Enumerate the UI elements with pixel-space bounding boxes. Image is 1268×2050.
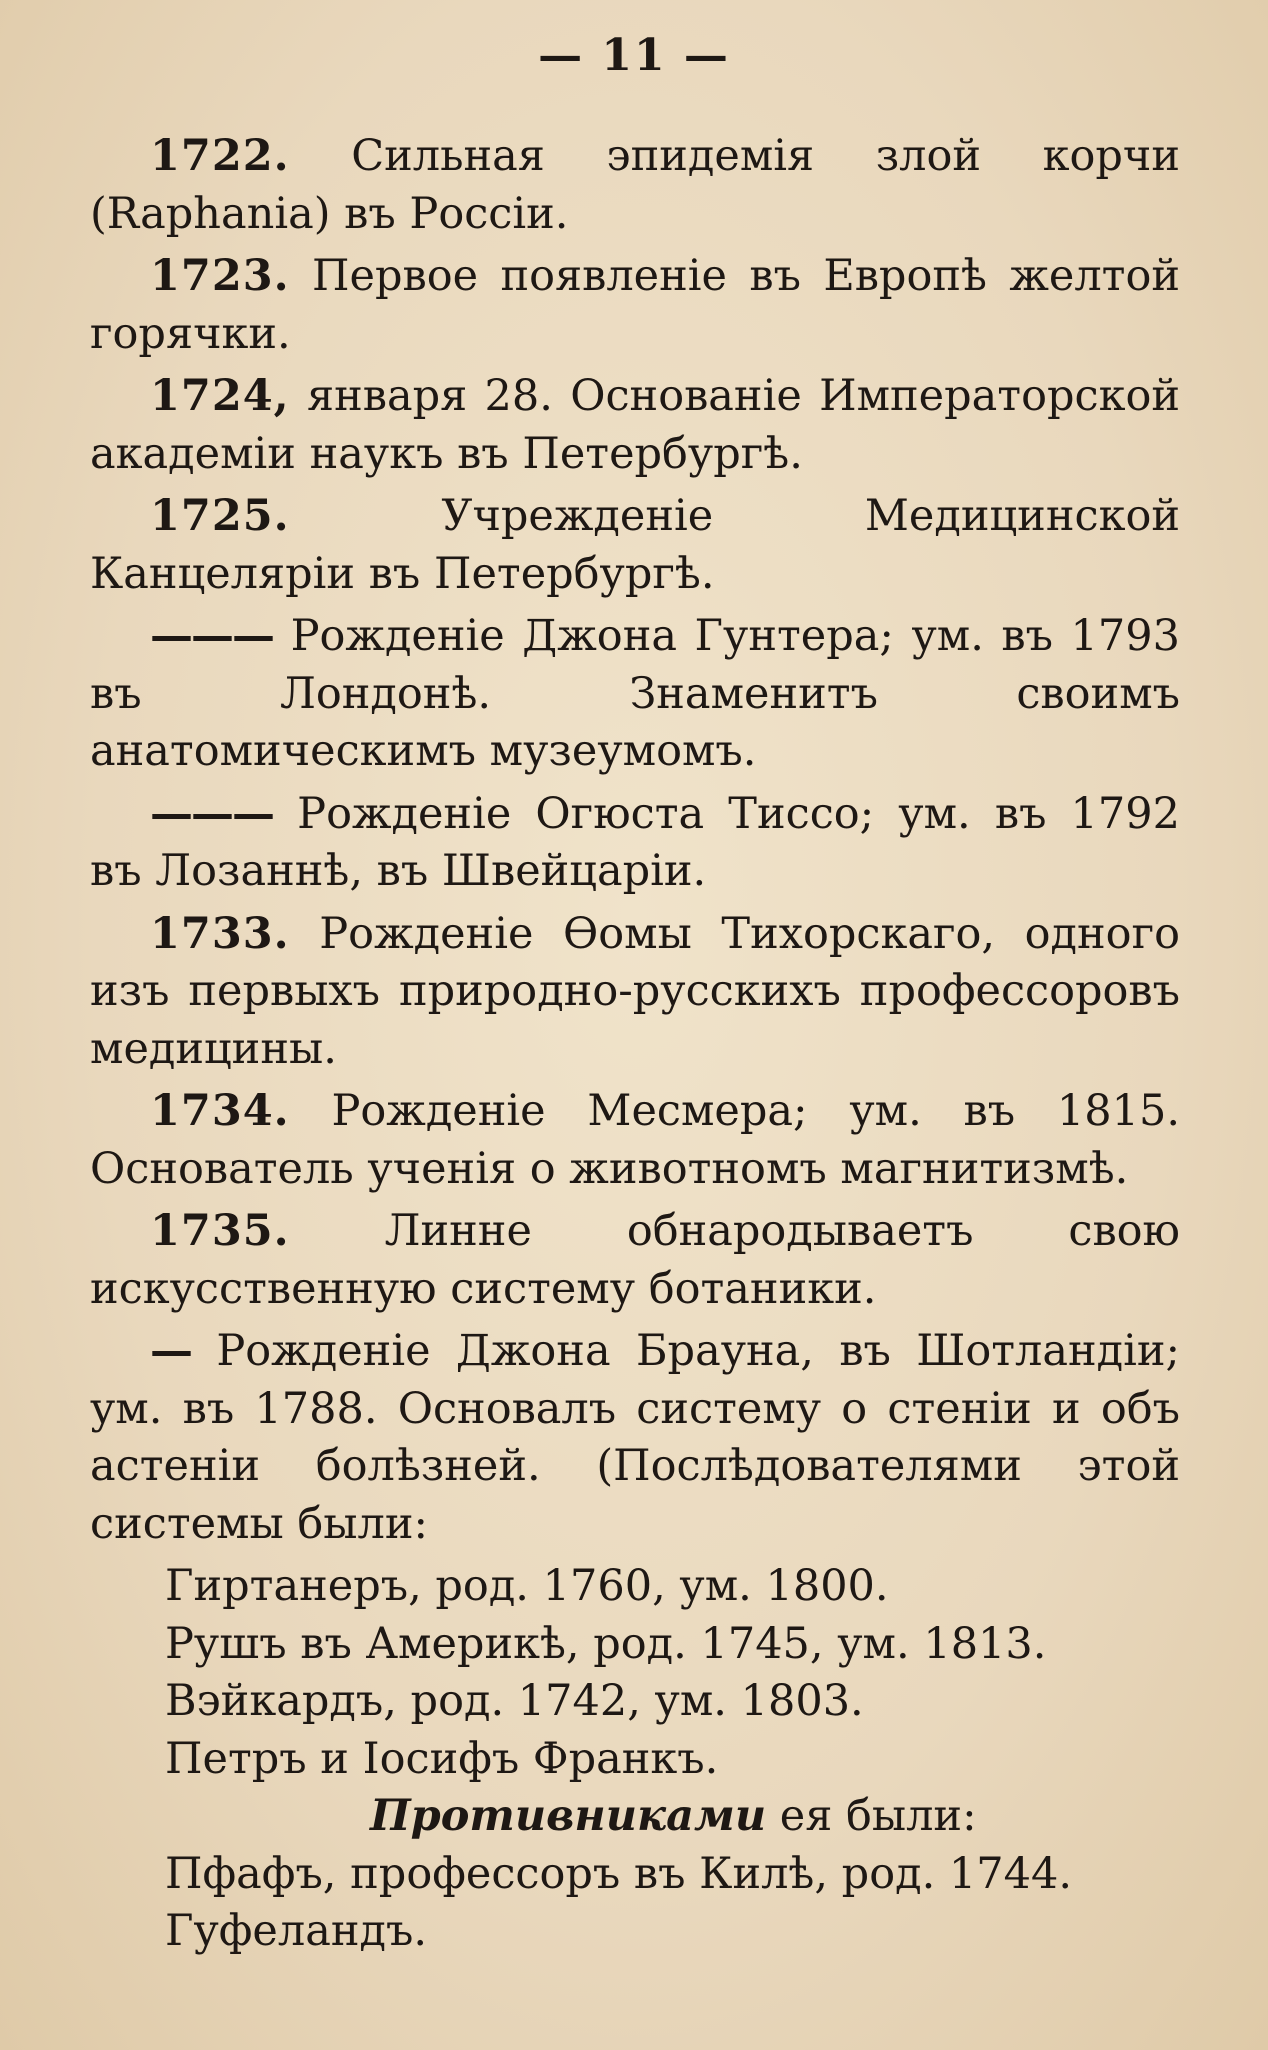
opponents-heading-rest: ея были: bbox=[766, 1791, 977, 1841]
opponent-line: Гуфеландъ. bbox=[165, 1906, 427, 1956]
entry-text: Рожденіе Джона Гунтера; ум. въ 1793 въ Лондонѣ. Знаменитъ своимъ анатомическимъ музеумомъ. bbox=[90, 611, 1180, 776]
page-number: — 11 — bbox=[538, 30, 730, 81]
entry-1733 bbox=[90, 906, 1180, 1079]
follower-line: Вэйкардъ, род. 1742, ум. 1803. bbox=[165, 1676, 864, 1726]
entry-1723 bbox=[90, 248, 1180, 363]
opponents-heading-italic: Противниками bbox=[370, 1791, 767, 1841]
entry-text: Учрежденіе Медицинской Канцеляріи въ Петербургѣ. bbox=[90, 491, 1180, 599]
opponents-heading bbox=[370, 1788, 1180, 1846]
entry-text: Рожденіе Месмера; ум. въ 1815. Основатель ученія о животномъ магнитизмѣ. bbox=[90, 1086, 1180, 1194]
entry-tissot bbox=[90, 786, 1180, 901]
entry-brown bbox=[90, 1323, 1180, 1553]
entry-dash: ——— bbox=[150, 788, 273, 839]
entry-text: Первое появленіе въ Европѣ желтой горячки. bbox=[90, 251, 1180, 359]
entry-year: 1725. bbox=[150, 491, 290, 541]
entry-text: января 28. Основаніе Императорской академіи наукъ въ Петербургѣ. bbox=[90, 371, 1180, 479]
entry-1722 bbox=[90, 128, 1180, 243]
entry-year: 1722. bbox=[150, 131, 290, 181]
follower-line: Гиртанеръ, род. 1760, ум. 1800. bbox=[165, 1561, 889, 1611]
entry-year: 1723. bbox=[150, 251, 290, 301]
entry-text: Сильная эпидемія злой корчи (Raphania) въ Россіи. bbox=[90, 131, 1180, 239]
entry-year: 1734. bbox=[150, 1086, 290, 1136]
entry-dash: ——— bbox=[150, 611, 273, 661]
entry-1724 bbox=[90, 368, 1180, 483]
entry-1725 bbox=[90, 488, 1180, 603]
follower-line: Рушъ въ Америкѣ, род. 1745, ум. 1813. bbox=[165, 1618, 1047, 1669]
entry-1734 bbox=[90, 1083, 1180, 1198]
entry-text: Рожденіе Ѳомы Тихорскаго, одного изъ первыхъ природно-русскихъ профессоровъ медицины. bbox=[90, 908, 1180, 1074]
entry-year: 1735. bbox=[150, 1206, 290, 1256]
entry-text: Линне обнародываетъ свою искусственную систему ботаники. bbox=[90, 1206, 1180, 1314]
entry-text: Рожденіе Огюста Тиссо; ум. въ 1792 въ Лозаннѣ, въ Швейцаріи. bbox=[90, 788, 1180, 896]
page-content bbox=[90, 128, 1180, 1961]
entry-year: 1733. bbox=[150, 908, 290, 959]
entry-1735 bbox=[90, 1203, 1180, 1318]
entry-year: 1724, bbox=[150, 371, 290, 421]
entry-text: Рожденіе Джона Брауна, въ Шотландіи; ум. въ 1788. Основалъ систему о стеніи и объ астеніи болѣзней. (Послѣдователями этой системы были: bbox=[90, 1326, 1180, 1549]
opponent-line: Пфафъ, профессоръ въ Килѣ, род. 1744. bbox=[165, 1848, 1073, 1899]
entry-dash: — bbox=[150, 1326, 191, 1376]
follower-line: Петръ и Іосифъ Франкъ. bbox=[165, 1733, 719, 1784]
entry-hunter bbox=[90, 608, 1180, 781]
